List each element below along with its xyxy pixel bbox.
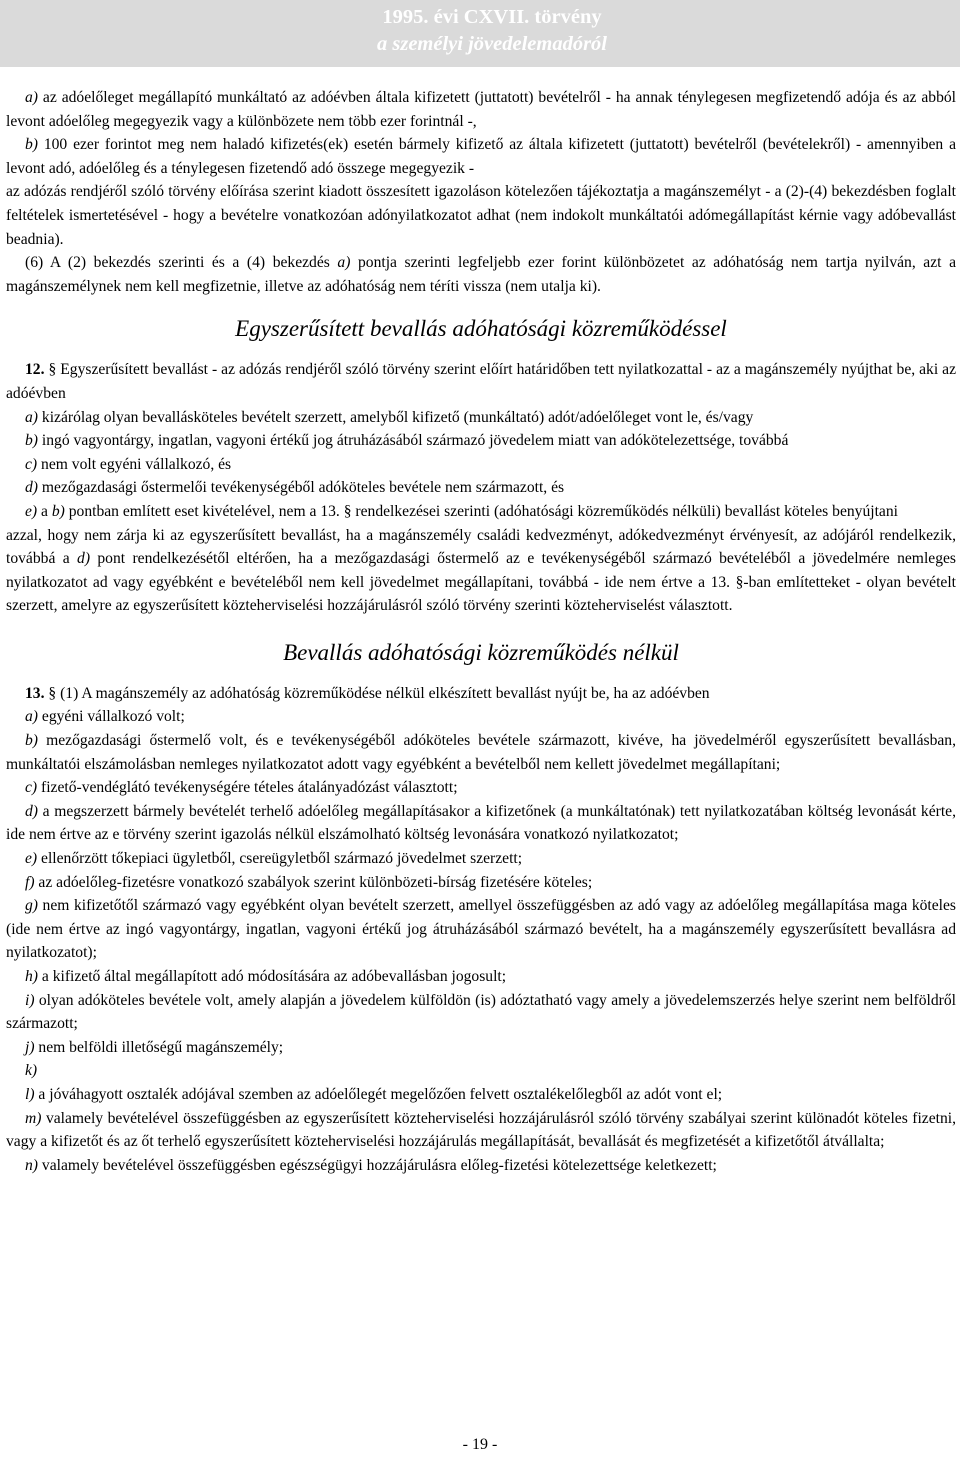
item-label: e) bbox=[25, 502, 38, 520]
section-12-item-b bbox=[6, 429, 956, 453]
closing-label: d) bbox=[77, 550, 91, 568]
para6-before: (6) A (2) bekezdés szerinti és a (4) bekezdés bbox=[25, 254, 338, 272]
section-13-item-c bbox=[6, 776, 956, 800]
item-text: nem kifizetőtől származó vagy egyébként olyan bevételt szerzett, amellyel összefüggésben az adó vagy az adóelőleg megállapítása maga köteles (ide nem értve az ingó vagyontárgy, ingatlan, vagyoni értékű jog átruházásából származó bevételt, ha a magánszemély egyszerűsített bevallásra ad nyilatkozatot); bbox=[6, 897, 956, 962]
section-intro-text: § Egyszerűsített bevallást - az adózás rendjéről szóló törvény szerint előírt határidőben tett nyilatkozattal - az a magánszemély nyújthat be, aki az adóévben bbox=[6, 361, 956, 402]
item-text: valamely bevételével összefüggésben egészségügyi hozzájárulásra előleg-fizetési kötelezettsége keletkezett; bbox=[38, 1156, 717, 1174]
section-13-item-n bbox=[6, 1154, 956, 1178]
item-label: a) bbox=[25, 89, 38, 106]
closing-before: azzal, hogy nem zárja ki az egyszerűsített bevallást, ha a magánszemély családi kedvezményt, adókedvezményt érvényesít, az adójáról rendelkezik, továbbá a bbox=[6, 526, 956, 568]
item-label: e) bbox=[25, 850, 38, 868]
item-text: a kifizető által megállapított adó módosítására az adóbevallásban jogosult; bbox=[38, 968, 507, 985]
item-text: pontban említett eset kivételével, nem a 13. § rendelkezései szerinti (adóhatósági közreműködés nélküli) bevallást köteles benyújtani bbox=[64, 502, 898, 520]
item-text: valamely bevételével összefüggésben az egyszerűsített közteherviselési hozzájárulásról szóló törvény szabályai szerint különadót köteles fizetni, vagy a kifizetőt és az őt terhelő egyszerűsített közteherviselési hozzájárulás megállapítását, bevallását és megfizetését a kifizetőtől átvállalta; bbox=[6, 1109, 956, 1151]
item-text: nem belföldi illetőségű magánszemély; bbox=[34, 1038, 284, 1056]
section-12-heading: Egyszerűsített bevallás adóhatósági közreműködéssel bbox=[235, 316, 727, 342]
item-label: h) bbox=[25, 968, 38, 985]
item-label: g) bbox=[25, 897, 38, 915]
item-label: j) bbox=[25, 1038, 35, 1056]
page-number: - 19 - bbox=[462, 1436, 498, 1453]
item-label: c) bbox=[25, 455, 38, 473]
item-text: mezőgazdasági őstermelői tevékenységéből adóköteles bevétele nem származott, és bbox=[38, 479, 565, 497]
section-13-item-g bbox=[6, 894, 956, 965]
section-13-item-d bbox=[6, 800, 956, 847]
section-13-intro bbox=[6, 682, 956, 706]
item-text: mezőgazdasági őstermelő volt, és e tevékenységéből adóköteles bevétele származott, kivéve, ha jövedelméről egyszerűsített bevallásban, munkáltatói elszámolásban nemleges nyilatkozatot adott vagy egyébként a bevételből nem kellett jövedelmet megállapítani; bbox=[6, 732, 956, 773]
section-12-closing bbox=[6, 524, 956, 618]
item-label: l) bbox=[25, 1085, 35, 1103]
paragraph-a bbox=[6, 86, 956, 133]
section-12-item-e bbox=[6, 500, 956, 524]
section-12-item-c bbox=[6, 453, 956, 477]
document-body bbox=[6, 86, 956, 1177]
item-text: olyan adóköteles bevétele volt, amely alapján a jövedelem külföldön (is) adóztatható vagy amely a jövedelemszerzés helye szerint nem belföldről származott; bbox=[6, 991, 956, 1033]
item-text: egyéni vállalkozó volt; bbox=[38, 708, 185, 726]
item-text: fizető-vendéglátó tevékenységére tételes átalányadózást választott; bbox=[37, 779, 458, 797]
item-label: b) bbox=[25, 136, 38, 154]
item-label: c) bbox=[25, 779, 38, 797]
section-13-item-l bbox=[6, 1083, 956, 1107]
law-subtitle: a személyi jövedelemadóról bbox=[377, 33, 607, 55]
item-label: k) bbox=[25, 1062, 38, 1080]
item-label: n) bbox=[25, 1156, 38, 1174]
item-label: d) bbox=[25, 802, 38, 820]
law-title: 1995. évi CXVII. törvény bbox=[382, 6, 602, 28]
item-text: ingó vagyontárgy, ingatlan, vagyoni értékű jog átruházásából származó jövedelem miatt van adókötelezettsége, továbbá bbox=[38, 432, 789, 450]
item-label: i) bbox=[25, 991, 35, 1009]
item-label: b) bbox=[25, 432, 38, 450]
running-header bbox=[0, 0, 960, 67]
section-13-item-e bbox=[6, 847, 956, 871]
section-number: 12. bbox=[25, 361, 45, 379]
para6-label: a) bbox=[337, 254, 351, 272]
section-12-intro bbox=[6, 358, 956, 405]
item-text: az adóelőleg-fizetésre vonatkozó szabályok szerint különbözeti-bírság fizetésére köteles; bbox=[34, 873, 593, 891]
item-text: a megszerzett bármely bevételét terhelő adóelőleg megállapításakor a kifizetőnek (a munkáltatónak) tett nyilatkozatában költség levonását kérte, ide nem értve az e törvény szerint igazolás nélkül elszámolható költség levonására vonatkozó nyilatkozatot; bbox=[6, 802, 956, 844]
item-label-ref: b) bbox=[51, 502, 65, 520]
section-number: 13. bbox=[25, 684, 45, 702]
section-13-item-i bbox=[6, 989, 956, 1036]
section-13-item-f bbox=[6, 871, 956, 895]
section-13-item-a bbox=[6, 705, 956, 729]
closing-after: pont rendelkezésétől eltérően, ha a mezőgazdasági őstermelő az e tevékenységéből származó bevételéből a jövedelmére nemleges nyilatkozatot ad vagy egyébként e bevételéből nem kell jövedelmet megállapítani, továbbá - ide nem értve a 13. §-ban említetteket - olyan bevételt szerzett, amelyre az egyszerűsített közteherviselési hozzájárulásról szóló törvény szerinti közteherviselést választott. bbox=[6, 550, 956, 615]
item-text: az adóelőleget megállapító munkáltató az adóévben általa kifizetett (juttatott) bevételről - ha annak ténylegesen megfizetendő adója és az abból levont adóelőleg megegyezik vagy a különbözete nem több ezer forintnál -, bbox=[6, 89, 956, 130]
item-label: m) bbox=[25, 1109, 42, 1127]
item-label: b) bbox=[25, 732, 38, 750]
section-13-heading: Bevallás adóhatósági közreműködés nélkül bbox=[283, 639, 679, 665]
paragraph-6 bbox=[6, 251, 956, 298]
item-text: 100 ezer forintot meg nem haladó kifizetés(ek) esetén bármely kifizető az általa kifizetett (juttatott) bevételről (bevételekről) - amennyiben a levont adó, adóelőleg és a ténylegesen fizetendő adó összege megegyezik - bbox=[6, 136, 956, 177]
item-text: kizárólag olyan bevallásköteles bevételt szerzett, amelyből kifizető (munkáltató) adót/adóelőleget vont le, és/vagy bbox=[38, 408, 754, 426]
section-12-item-d bbox=[6, 476, 956, 500]
item-label: a) bbox=[25, 708, 38, 726]
section-13-item-m bbox=[6, 1107, 956, 1154]
item-label: d) bbox=[25, 479, 38, 497]
para6-after: pontja szerinti legfeljebb ezer forint különbözetet az adóhatóság nem tartja nyilván, azt a magánszemélynek nem kell megfizetnie, illetve az adóhatóság nem téríti vissza (nem utalja ki). bbox=[6, 254, 956, 295]
paragraph-continuation: az adózás rendjéről szóló törvény előírása szerint kiadott összesített igazoláson kötelezően tájékoztatja a magánszemélyt - a (2)-(4) bekezdésben foglalt feltételek ismertetésével - hogy a bevételre vonatkozóan adónyilatkozatot adhat (nem indokolt munkáltatói adómegállapítást kérnie vagy adóbevallást beadnia). bbox=[6, 183, 956, 248]
section-13-item-j bbox=[6, 1036, 956, 1060]
document-title bbox=[330, 4, 654, 58]
paragraph-b bbox=[6, 133, 956, 180]
section-13-item-h bbox=[6, 965, 956, 989]
item-text: a bbox=[37, 502, 52, 520]
section-13-item-b bbox=[6, 729, 956, 776]
item-text: nem volt egyéni vállalkozó, és bbox=[37, 455, 232, 473]
section-12-item-a bbox=[6, 406, 956, 430]
item-label: f) bbox=[25, 873, 35, 891]
section-intro-text: § (1) A magánszemély az adóhatóság közreműködése nélkül elkészített bevallást nyújt be, ha az adóévben bbox=[44, 684, 710, 702]
section-13-item-k bbox=[6, 1059, 956, 1083]
item-text: a jóváhagyott osztalék adójával szemben az adóelőlegét megelőzően felvett osztalékelőlegből az adót vont el; bbox=[34, 1085, 723, 1103]
item-text: ellenőrzött tőkepiaci ügyletből, csereügyletből származó jövedelmet szerzett; bbox=[37, 850, 523, 868]
item-label: a) bbox=[25, 408, 38, 426]
